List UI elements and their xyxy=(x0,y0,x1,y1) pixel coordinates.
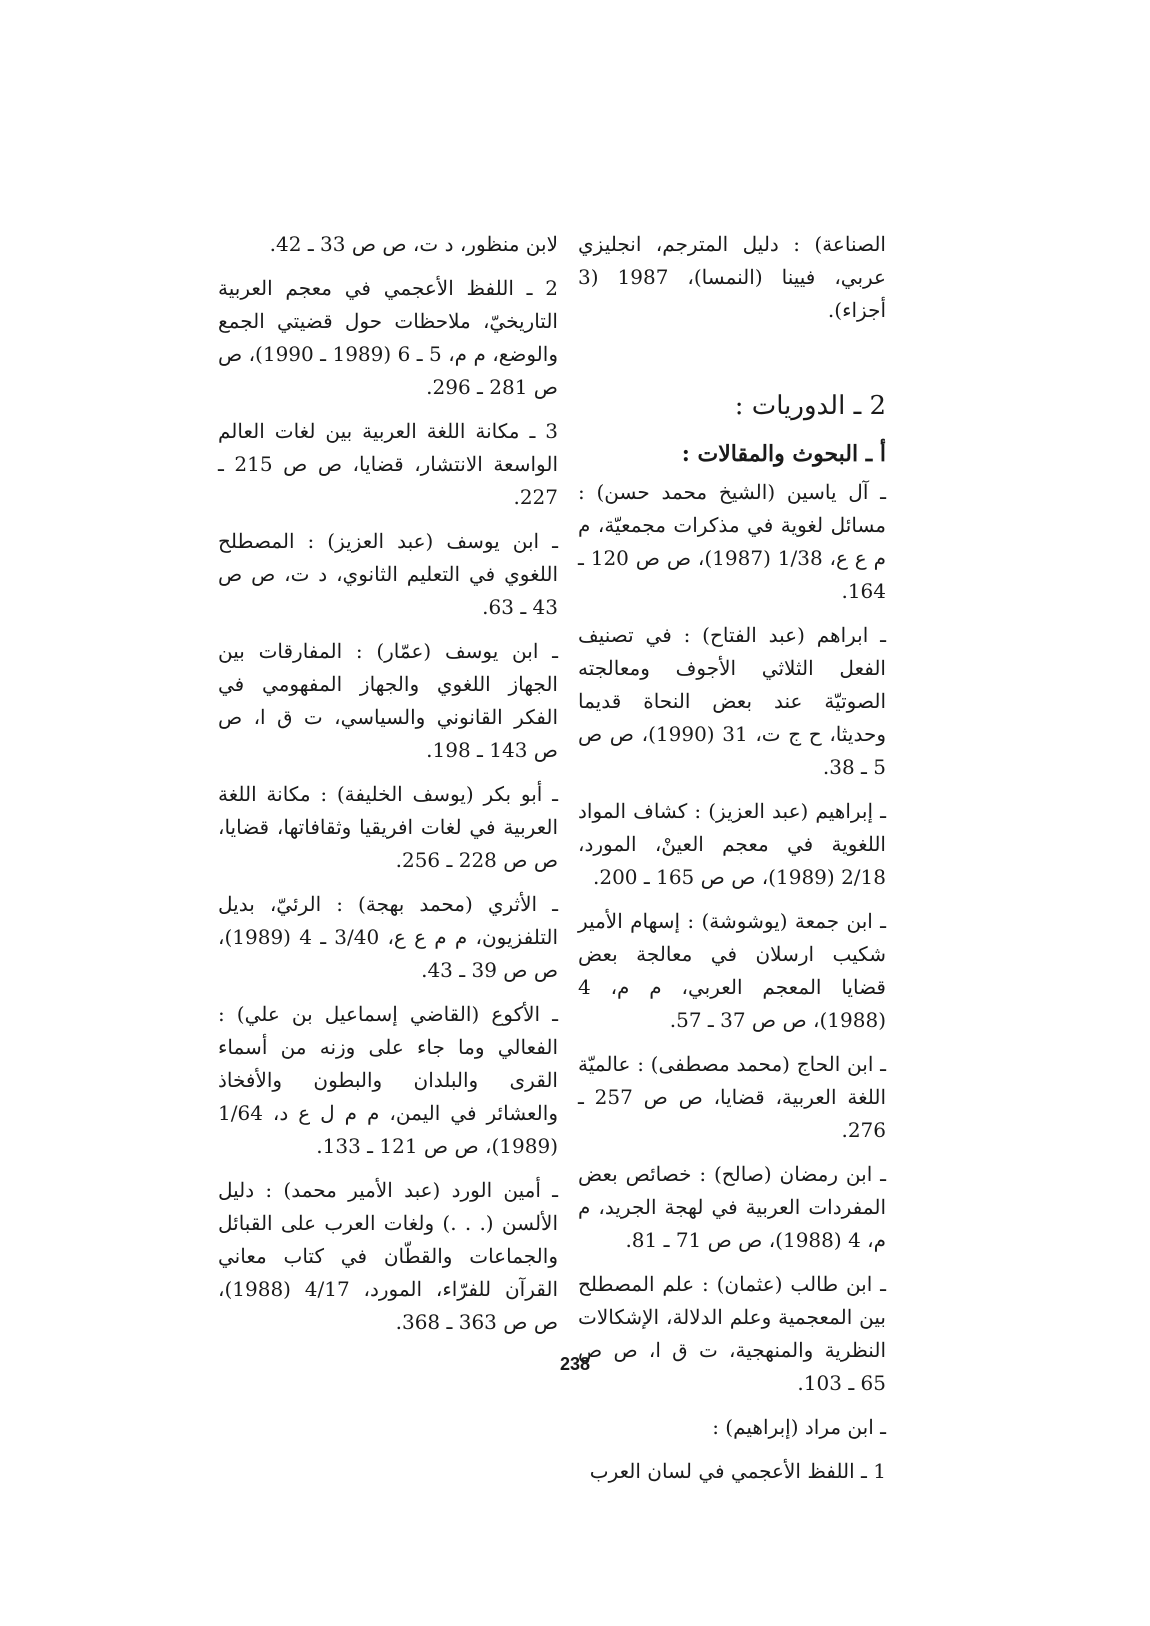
left-column xyxy=(218,228,558,1350)
subsection-title: أ ـ البحوث والمقالات : xyxy=(681,441,886,467)
bibliography-entry: ـ ابن جمعة (يوشوشة) : إسهام الأمير شكيب ارسلان في معالجة بعض قضايا المعجم العربي، م م، 4 (1988)، ص ص 37 ـ 57. xyxy=(578,909,886,1032)
continued-entry: لابن منظور، د ت، ص ص 33 ـ 42. xyxy=(269,232,558,256)
bibliography-subentry: 2 ـ اللفظ الأعجمي في معجم العربية التاريخيّ، ملاحظات حول قضيتي الجمع والوضع، م م، 5 ـ 6 (1989 ـ 1990)، ص ص 281 ـ 296. xyxy=(218,276,558,399)
bibliography-entry: ـ ابراهم (عبد الفتاح) : في تصنيف الفعل الثلاثي الأجوف ومعالجته الصوتيّة عند بعض النحاة قديما وحديثا، ح ج ت، 31 (1990)، ص ص 5 ـ 38. xyxy=(578,623,886,779)
bibliography-entry: ـ ابن مراد (إبراهيم) : xyxy=(712,1415,886,1439)
continued-entry: الصناعة) : دليل المترجم، انجليزي عربي، فيينا (النمسا)، 1987 (3 أجزاء). xyxy=(578,232,886,322)
bibliography-entry: ـ آل ياسين (الشيخ محمد حسن) : مسائل لغوية في مذكرات مجمعيّة، م م ع ع، 1/38 (1987)، ص ص 120 ـ 164. xyxy=(578,480,886,603)
bibliography-entry: ـ إبراهيم (عبد العزيز) : كشاف المواد اللغوية في معجم العينْ، المورد، 2/18 (1989)، ص ص 165 ـ 200. xyxy=(578,799,886,889)
section-title: 2 ـ الدوريات : xyxy=(734,391,886,421)
bibliography-subentry: 3 ـ مكانة اللغة العربية بين لغات العالم الواسعة الانتشار، قضايا، ص ص 215 ـ 227. xyxy=(218,419,559,509)
right-column xyxy=(578,228,886,1499)
page-number: 238 xyxy=(559,1354,591,1374)
spacer xyxy=(578,338,886,382)
bibliography-entry: ـ ابن يوسف (عمّار) : المفارقات بين الجهاز اللغوي والجهاز المفهومي في الفكر القانوني والسياسي، ت ق ا، ص ص 143 ـ 198. xyxy=(218,639,558,762)
bibliography-subentry: 1 ـ اللفظ الأعجمي في لسان العرب xyxy=(589,1459,886,1483)
bibliography-entry: ـ ابن يوسف (عبد العزيز) : المصطلح اللغوي في التعليم الثانوي، د ت، ص ص 43 ـ 63. xyxy=(218,529,558,619)
bibliography-entry: ـ ابن رمضان (صالح) : خصائص بعض المفردات العربية في لهجة الجريد، م م، 4 (1988)، ص ص 71 ـ 81. xyxy=(578,1162,886,1252)
bibliography-entry: ـ ابن الحاج (محمد مصطفى) : عالميّة اللغة العربية، قضايا، ص ص 257 ـ 276. xyxy=(578,1052,887,1142)
bibliography-entry: ـ الأكوع (القاضي إسماعيل بن علي) : الفعالي وما جاء على وزنه من أسماء القرى والبلدان والبطون والأفخاذ والعشائر في اليمن، م م ل ع د، 1/64 (1989)، ص ص 121 ـ 133. xyxy=(218,1002,558,1158)
bibliography-entry: ـ الأثري (محمد بهجة) : الرئيّ، بديل التلفزيون، م م ع ع، 3/40 ـ 4 (1989)، ص ص 39 ـ 43. xyxy=(218,892,558,982)
bibliography-entry: ـ أمين الورد (عبد الأمير محمد) : دليل الألسن (. . .) ولغات العرب على القبائل والجماعات والقطّان في كتاب معاني القرآن للفرّاء، المورد، 4/17 (1988)، ص ص 363 ـ 368. xyxy=(218,1178,558,1334)
bibliography-entry: ـ أبو بكر (يوسف الخليفة) : مكانة اللغة العربية في لغات افريقيا وثقافاتها، قضايا، ص ص 228 ـ 256. xyxy=(218,782,558,872)
bibliography-entry: ـ ابن طالب (عثمان) : علم المصطلح بين المعجمية وعلم الدلالة، الإشكالات النظرية والمنهجية، ت ق ا، ص ص 65 ـ 103. xyxy=(578,1272,886,1395)
